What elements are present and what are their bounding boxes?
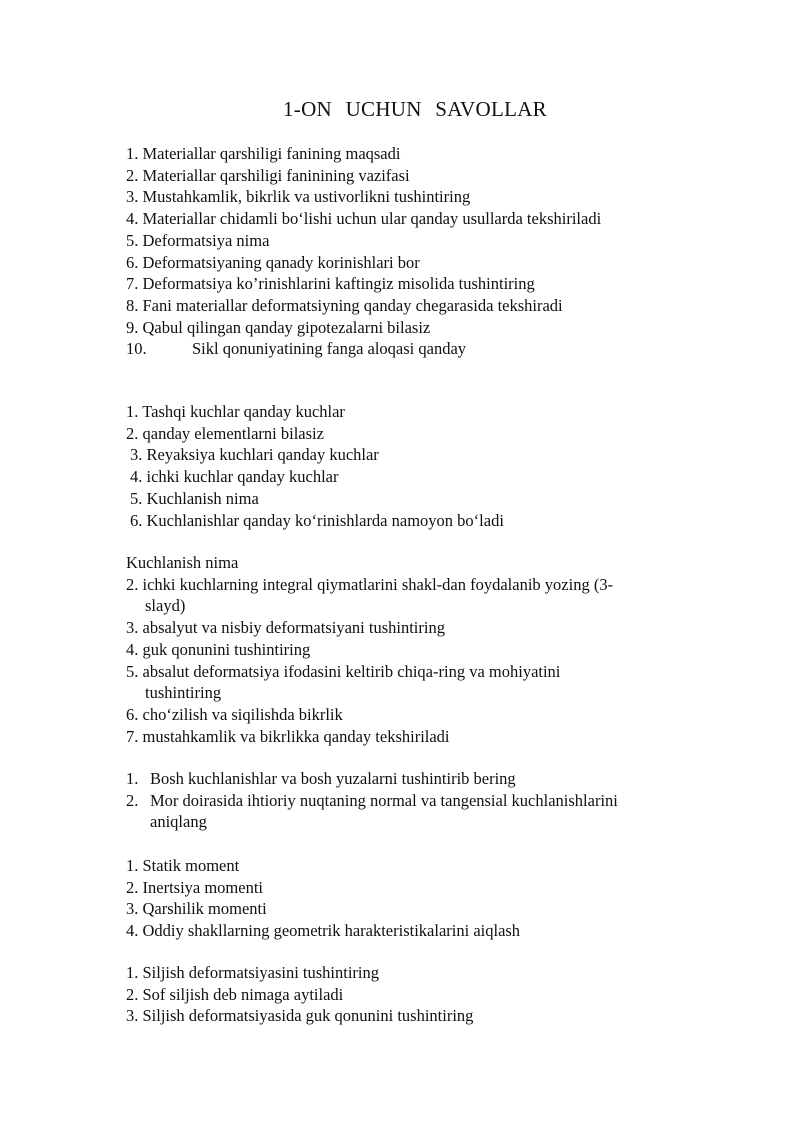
list-item-text: Bosh kuchlanishlar va bosh yuzalarni tushintirib bering xyxy=(150,769,516,788)
list-item-number: 10. xyxy=(126,339,147,359)
question-list-1 xyxy=(126,143,706,360)
list-item: 2. Inertsiya momenti xyxy=(126,877,264,897)
list-item: 3. Qarshilik momenti xyxy=(126,899,267,919)
list-item: 6. Kuchlanishlar qanday ko‘rinishlarda namoyon bo‘ladi xyxy=(130,510,504,530)
list-item: 8. Fani materiallar deformatsiyning qanday chegarasida tekshiradi xyxy=(126,295,563,315)
list-item xyxy=(126,338,706,360)
list-item: 9. Qabul qilingan qanday gipotezalarni bilasiz xyxy=(126,317,431,337)
list-item: 6. cho‘zilish va siqilishda bikrlik xyxy=(126,704,343,724)
list-item: 2. qanday elementlarni bilasiz xyxy=(126,423,324,443)
question-list-2 xyxy=(126,401,706,531)
list-item: 1. Tashqi kuchlar qanday kuchlar xyxy=(126,402,345,421)
list-item-number: 1. xyxy=(126,769,139,788)
list-item-continuation: slayd) xyxy=(145,596,186,616)
list-item-text: Sikl qonuniyatining fanga aloqasi qanday xyxy=(192,339,467,359)
list-item-continuation: tushintiring xyxy=(145,683,222,703)
list-item xyxy=(126,768,706,790)
list-item: 5. Deformatsiya nima xyxy=(126,230,270,250)
question-list-6 xyxy=(126,962,706,1027)
list-item: 4. guk qonunini tushintiring xyxy=(126,639,311,659)
list-item-text: Mor doirasida ihtioriy nuqtaning normal va tangensial kuchlanishlarini xyxy=(150,790,618,810)
list-item: 1. Statik moment xyxy=(126,856,240,875)
list-item: 2. ichki kuchlarning integral qiymatlarini shakl-dan foydalanib yozing (3- xyxy=(126,574,614,594)
question-list-3 xyxy=(126,552,706,747)
list-item: 1. Siljish deformatsiyasini tushintiring xyxy=(126,963,379,982)
list-item: Kuchlanish nima xyxy=(126,553,239,572)
list-item: 4. Oddiy shakllarning geometrik harakteristikalarini aiqlash xyxy=(126,921,521,941)
list-item: 7. mustahkamlik va bikrlikka qanday tekshiriladi xyxy=(126,726,450,746)
list-item: 2. Materiallar qarshiligi faninining vazifasi xyxy=(126,165,410,185)
list-item: 6. Deformatsiyaning qanady korinishlari bor xyxy=(126,252,420,272)
list-item-continuation: aniqlang xyxy=(150,812,207,832)
list-item: 5. absalut deformatsiya ifodasini keltirib chiqa-ring va mohiyatini xyxy=(126,661,561,681)
list-item: 3. Siljish deformatsiyasida guk qonunini tushintiring xyxy=(126,1006,474,1026)
list-item: 4. ichki kuchlar qanday kuchlar xyxy=(130,467,339,487)
list-item: 7. Deformatsiya ko’rinishlarini kaftingiz misolida tushintiring xyxy=(126,274,535,294)
list-item: 3. Mustahkamlik, bikrlik va ustivorlikni tushintiring xyxy=(126,187,471,207)
list-item: 3. absalyut va nisbiy deformatsiyani tushintiring xyxy=(126,618,445,638)
list-item: 3. Reyaksiya kuchlari qanday kuchlar xyxy=(130,445,379,465)
list-item: 5. Kuchlanish nima xyxy=(130,488,259,508)
list-item xyxy=(126,790,706,812)
question-list-4 xyxy=(126,768,706,833)
page-title: 1-ON UCHUN SAVOLLAR xyxy=(283,97,547,121)
list-item-number: 2. xyxy=(126,790,139,810)
list-item: 1. Materiallar qarshiligi fanining maqsadi xyxy=(126,144,401,163)
list-item: 4. Materiallar chidamli bo‘lishi uchun ular qanday usullarda tekshiriladi xyxy=(126,209,602,229)
list-item: 2. Sof siljish deb nimaga aytiladi xyxy=(126,984,344,1004)
question-list-5 xyxy=(126,855,706,942)
